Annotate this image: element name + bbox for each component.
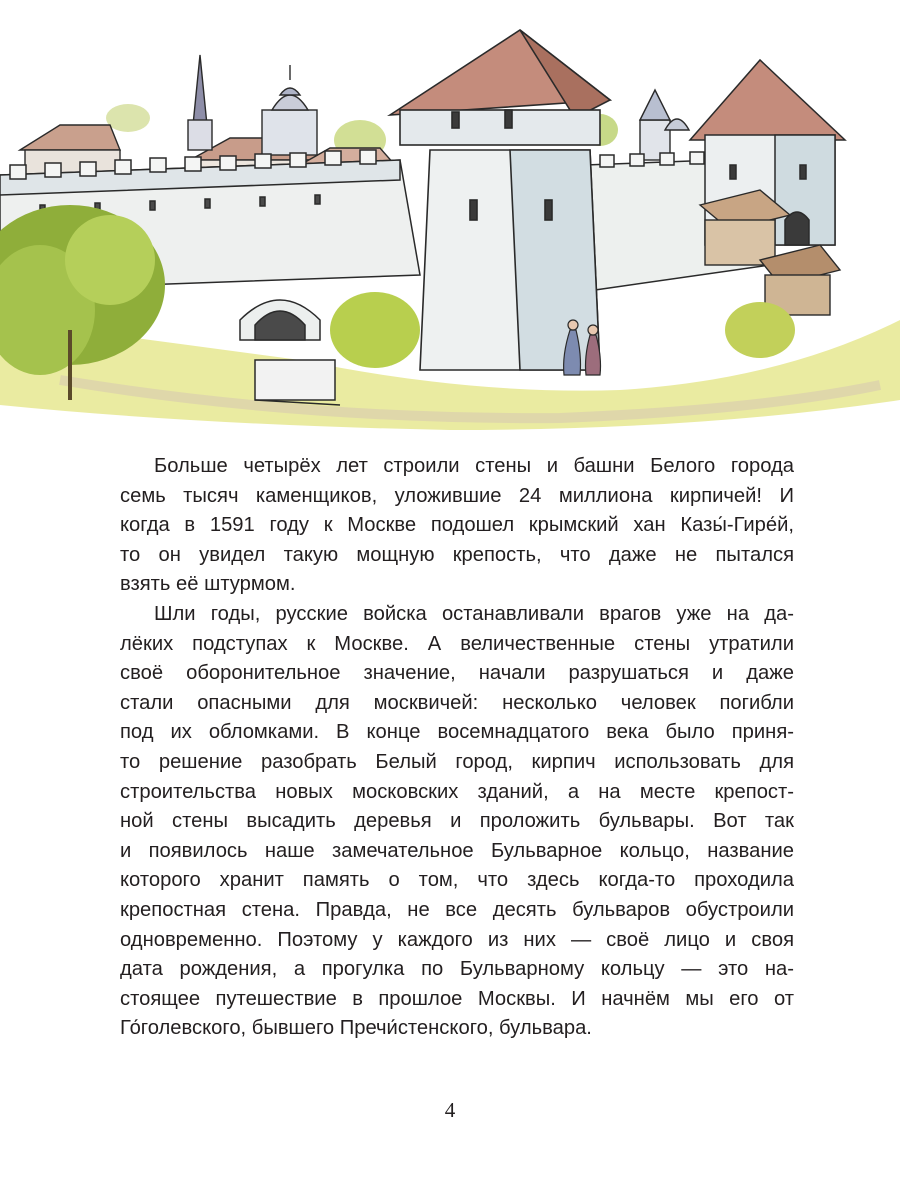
text-line: Го́голевского, бывшего Пречи́стенского, бульвара. [120, 1017, 592, 1040]
kremlin-wall-illustration [0, 0, 900, 450]
text-line: взять её штурмом. [120, 573, 296, 596]
text-line: Шли годы, русские войска останавливали врагов уже на да- [154, 602, 794, 625]
paragraph-2 [120, 600, 794, 1044]
text-line: когда в 1591 году к Москве подошел крымский хан Казы́-Гире́й, [120, 514, 794, 537]
text-line: которого хранит память о том, что здесь когда-то проходила [120, 869, 794, 892]
text-line: стоящее путешествие в прошлое Москвы. И начнём мы его от [120, 987, 794, 1010]
main-tower [390, 30, 610, 370]
text-line: ной стены высадить деревья и проложить бульвары. Вот так [120, 810, 794, 833]
text-line: Больше четырёх лет строили стены и башни Белого города [154, 455, 794, 477]
text-line: семь тысяч каменщиков, уложившие 24 миллиона кирпичей! И [120, 484, 794, 507]
text-line: то он увидел такую мощную крепость, что даже не пытался [120, 543, 794, 566]
text-line: строительства новых московских зданий, а на месте крепост- [120, 780, 794, 803]
paragraph-1 [120, 452, 794, 600]
text-line: лёких подступах к Москве. А величественные стены утратили [120, 632, 794, 655]
text-line: своё оборонительное значение, начали разрушаться и даже [120, 662, 794, 685]
text-line: дата рождения, а прогулка по Бульварному кольцу — это на- [120, 958, 794, 981]
text-line: одновременно. Поэтому у каждого из них — своё лицо и своя [120, 928, 794, 951]
text-line: то решение разобрать Белый город, кирпич использовать для [120, 750, 794, 773]
article-text [120, 452, 794, 1044]
text-line: и появилось наше замечательное Бульварное кольцо, название [120, 839, 794, 862]
gate-arch [240, 300, 340, 405]
page-number: 4 [444, 1098, 456, 1122]
text-line: крепостная стена. Правда, не все десять бульваров обустроили [120, 898, 794, 921]
text-line: под их обломками. В конце восемнадцатого века было приня- [120, 721, 794, 744]
text-line: стали опасными для москвичей: несколько человек погибли [120, 691, 794, 714]
